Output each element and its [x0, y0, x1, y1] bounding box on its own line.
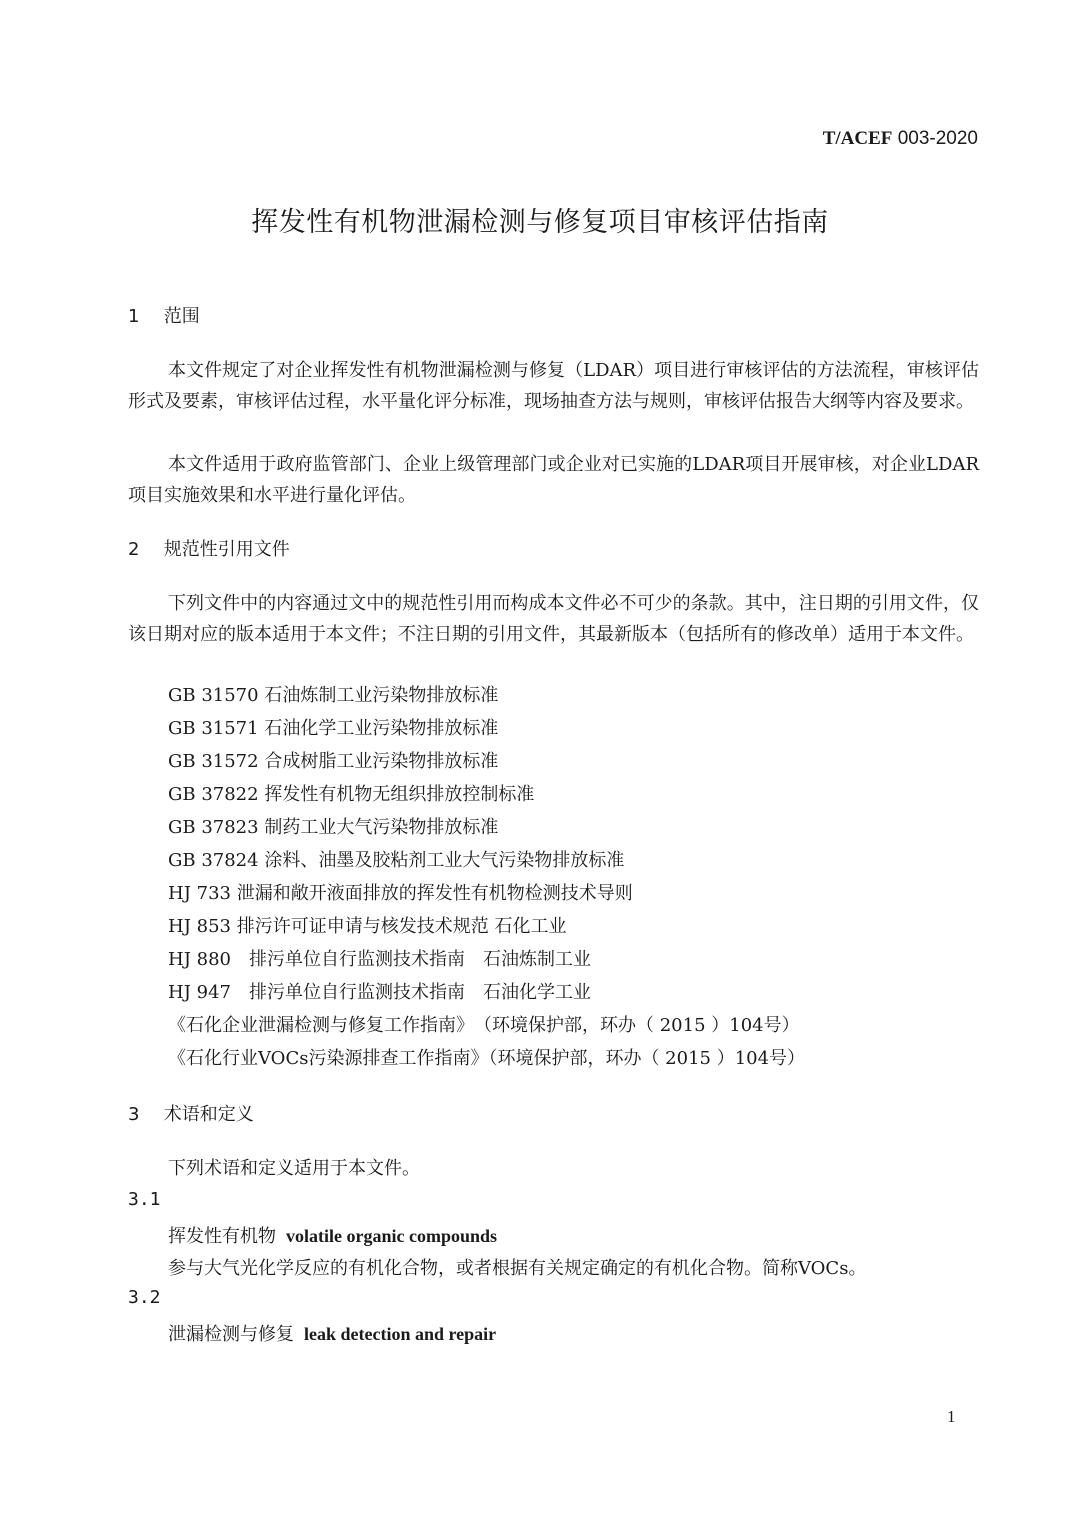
reference-code: GB 37823	[168, 817, 259, 838]
reference-code: GB 37824	[168, 850, 259, 871]
reference-name: 《石化企业泄漏检测与修复工作指南》 （环境保护部，环办（ 2015 ）104号）	[168, 1015, 800, 1036]
reference-code: GB 31571	[168, 718, 259, 739]
reference-item	[168, 714, 498, 740]
paragraph: 下列术语和定义适用于本文件。	[168, 1158, 420, 1179]
term-number: 3.2	[128, 1287, 161, 1308]
section-1-heading	[128, 302, 200, 328]
term-entry	[168, 1222, 497, 1248]
standard-org: T/ACEF	[822, 128, 893, 149]
reference-name: 制药工业大气污染物排放标准	[264, 817, 499, 838]
paragraph: 下列文件中的内容通过文中的规范性引用而构成本文件必不可少的条款。其中，注日期的引用文件，仅该日期对应的版本适用于本文件；不注日期的引用文件，其最新版本（包括所有的修改单）适用于本文件。	[128, 593, 979, 645]
standard-number	[823, 128, 978, 150]
section-title: 规范性引用文件	[163, 539, 290, 560]
reference-name: 《石化行业VOCs污染源排查工作指南》（环境保护部，环办（ 2015 ）104号）	[168, 1048, 806, 1069]
reference-item	[168, 681, 498, 707]
reference-code: HJ 853	[168, 916, 231, 937]
reference-item	[168, 780, 534, 806]
reference-item	[168, 1011, 800, 1037]
document-title: 挥发性有机物泄漏检测与修复项目审核评估指南	[251, 207, 829, 238]
reference-item	[168, 747, 498, 773]
section-title: 范围	[163, 306, 200, 327]
page-number: 1	[947, 1407, 956, 1426]
reference-name: 泄漏和敞开液面排放的挥发性有机物检测技术导则	[236, 883, 633, 904]
reference-item	[168, 846, 624, 872]
reference-name: 石油炼制工业污染物排放标准	[264, 685, 499, 706]
reference-item	[168, 912, 566, 938]
reference-code: HJ 733	[168, 883, 231, 904]
reference-code: GB 31570	[168, 685, 259, 706]
reference-name: 合成树脂工业污染物排放标准	[264, 751, 499, 772]
section-number: 1	[128, 306, 140, 327]
term-chinese: 挥发性有机物	[168, 1226, 276, 1247]
term-english: volatile organic compounds	[286, 1226, 498, 1246]
term-english: leak detection and repair	[304, 1324, 497, 1344]
paragraph: 本文件适用于政府监管部门、企业上级管理部门或企业对已实施的LDAR项目开展审核，对企业LDAR项目实施效果和水平进行量化评估。	[128, 454, 979, 506]
standard-code: 003-2020	[897, 128, 978, 149]
section-title: 术语和定义	[163, 1104, 254, 1125]
reference-item	[168, 978, 591, 1004]
section-2-heading	[128, 535, 290, 561]
term-definition: 参与大气光化学反应的有机化合物，或者根据有关规定确定的有机化合物。简称VOCs。	[168, 1258, 867, 1279]
section-number: 3	[128, 1104, 140, 1125]
term-entry	[168, 1320, 496, 1346]
reference-code: HJ 880	[168, 949, 231, 970]
reference-name: 排污单位自行监测技术指南 石油炼制工业	[249, 949, 591, 970]
reference-name: 排污许可证申请与核发技术规范 石化工业	[236, 916, 567, 937]
reference-name: 排污单位自行监测技术指南 石油化学工业	[249, 982, 591, 1003]
section-3-heading	[128, 1100, 254, 1126]
section-number: 2	[128, 539, 140, 560]
reference-code: GB 31572	[168, 751, 259, 772]
reference-item	[168, 879, 633, 905]
reference-item	[168, 1044, 805, 1070]
term-number: 3.1	[128, 1189, 161, 1210]
reference-name: 石油化学工业污染物排放标准	[264, 718, 499, 739]
reference-name: 挥发性有机物无组织排放控制标准	[264, 784, 535, 805]
reference-name: 涂料、油墨及胶粘剂工业大气污染物排放标准	[264, 850, 625, 871]
reference-code: HJ 947	[168, 982, 231, 1003]
term-chinese: 泄漏检测与修复	[168, 1324, 294, 1345]
reference-item	[168, 813, 498, 839]
paragraph: 本文件规定了对企业挥发性有机物泄漏检测与修复（LDAR）项目进行审核评估的方法流程，审核评估形式及要素，审核评估过程，水平量化评分标准，现场抽查方法与规则，审核评估报告大纲等内容及要求。	[128, 360, 979, 412]
reference-item	[168, 945, 591, 971]
reference-code: GB 37822	[168, 784, 259, 805]
